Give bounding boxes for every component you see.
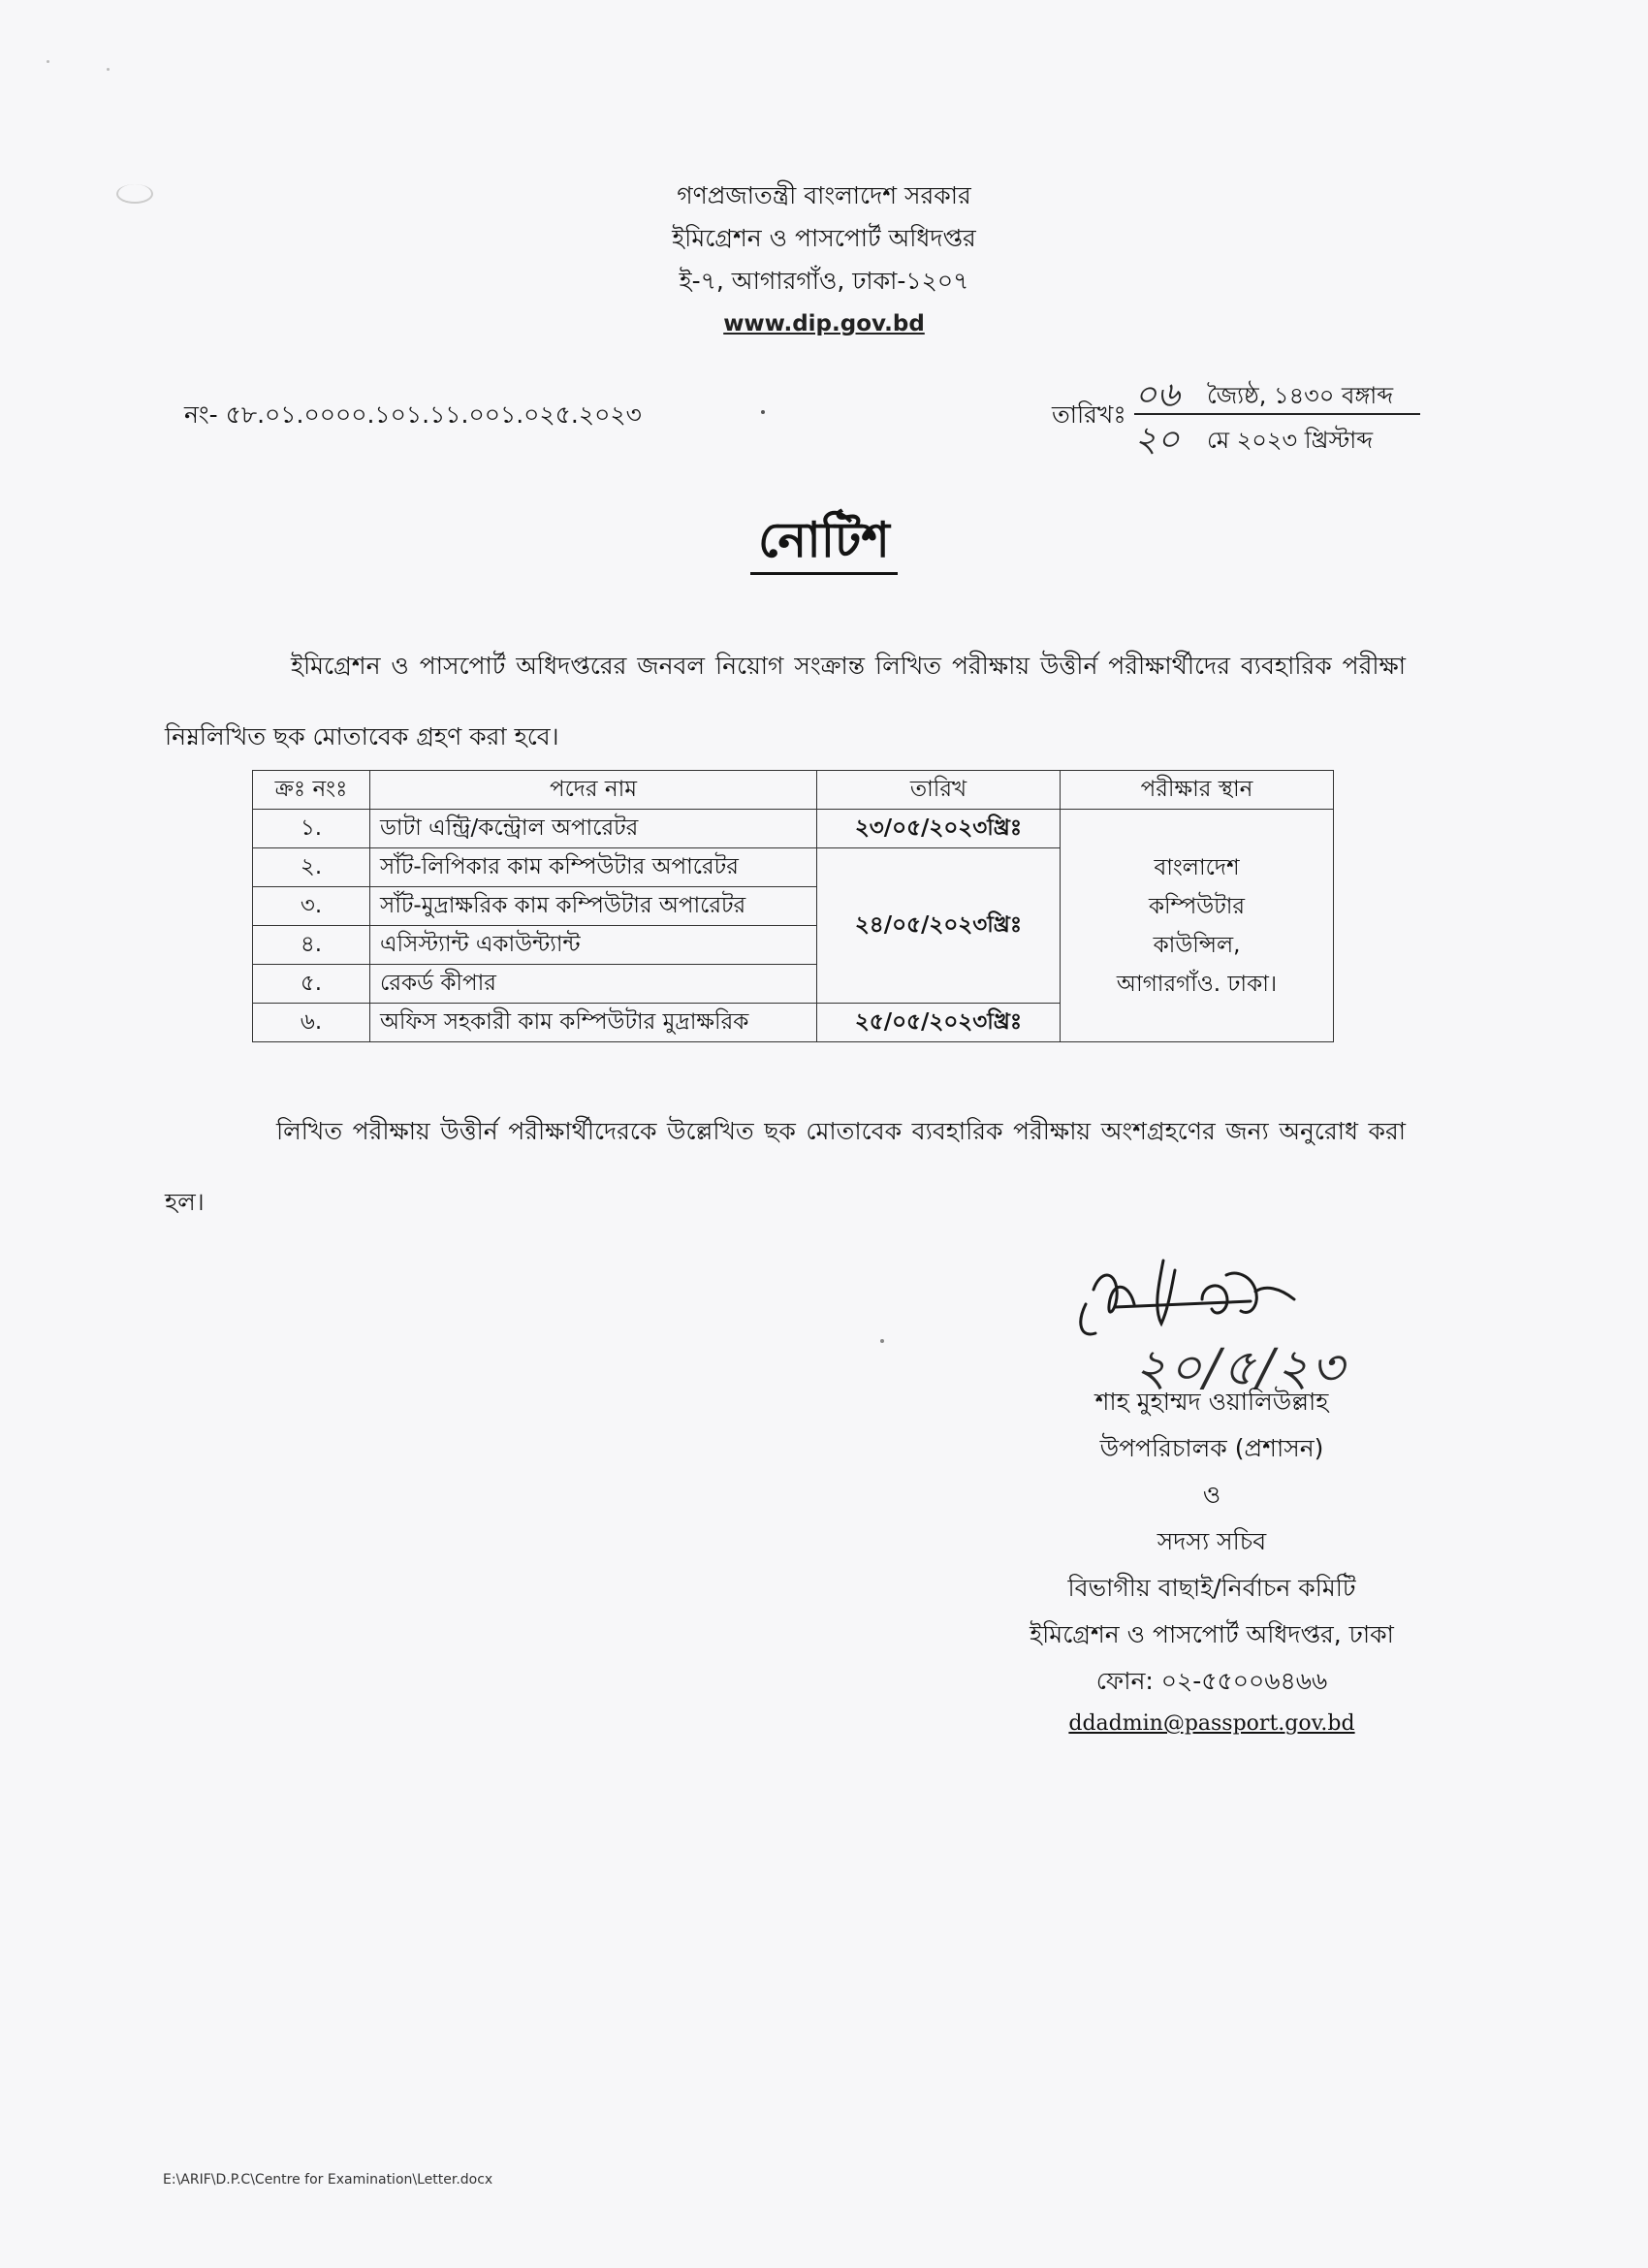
signatory-details [969,1379,1454,1743]
signatory-conjunction: ও [1202,1481,1221,1509]
serial-cell: ৪. [253,926,370,965]
scan-mark [880,1339,884,1343]
signatory-phone: ফোন: ০২-৫৫০০৬৪৬৬ [1095,1667,1328,1695]
scan-mark [107,68,110,71]
notice-title-wrap [0,504,1648,585]
header-post: পদের নাম [370,771,817,810]
signatory-committee: বিভাগীয় বাছাই/নির্বাচন কমিটি [1067,1574,1356,1602]
header-venue: পরীক্ষার স্থান [1061,771,1334,810]
venue-cell: বাংলাদেশ কম্পিউটার কাউন্সিল, আগারগাঁও. ঢাকা। [1061,810,1334,1042]
signatory-role: সদস্য সচিব [1157,1527,1267,1555]
handwritten-sign-date: ২০/৫/২৩ [1134,1339,1347,1397]
table-row [253,810,1334,848]
handwritten-english-day: ২০ [1134,420,1180,460]
post-cell: ডাটা এন্ট্রি/কন্ট্রোল অপারেটর [370,810,817,848]
header-serial: ক্রঃ নংঃ [253,771,370,810]
government-name: গণপ্রজাতন্ত্রী বাংলাদেশ সরকার [677,181,971,209]
table-header-row [253,771,1334,810]
handwritten-bengali-day: ০৬ [1134,375,1180,415]
serial-cell: ৫. [253,965,370,1004]
department-name: ইমিগ্রেশন ও পাসপোর্ট অধিদপ্তর [672,224,976,252]
date-cell: ২৩/০৫/২০২৩খ্রিঃ [817,810,1061,848]
date-cell: ২৫/০৫/২০২৩খ্রিঃ [817,1004,1061,1042]
bengali-date-text: জ্যৈষ্ঠ, ১৪৩০ বঙ্গাব্দ [1207,382,1394,409]
date-cell: ২৪/০৫/২০২৩খ্রিঃ [817,848,1061,1004]
signatory-email-link[interactable]: ddadmin@passport.gov.bd [1068,1711,1355,1736]
serial-cell: ২. [253,848,370,887]
header-date: তারিখ [817,771,1061,810]
serial-cell: ৬. [253,1004,370,1042]
notice-title: নোটিশ [750,512,898,575]
post-cell: সাঁট-মুদ্রাক্ষরিক কাম কম্পিউটার অপারেটর [370,887,817,926]
post-cell: সাঁট-লিপিকার কাম কম্পিউটার অপারেটর [370,848,817,887]
signatory-name: শাহ মুহাম্মদ ওয়ালিউল্লাহ [1094,1388,1329,1416]
date-label: তারিখঃ [1052,400,1126,429]
post-cell: অফিস সহকারী কাম কম্পিউটার মুদ্রাক্ষরিক [370,1004,817,1042]
file-path-footer: E:\ARIF\D.P.C\Centre for Examination\Letter.docx [163,2172,493,2188]
serial-cell: ৩. [253,887,370,926]
closing-paragraph: লিখিত পরীক্ষায় উত্তীর্ন পরীক্ষার্থীদেরকে উল্লেখিত ছক মোতাবেক ব্যবহারিক পরীক্ষায় অংশগ্রহণের জন্য অনুরোধ করা হল। [165,1117,1406,1216]
signatory-designation: উপপরিচালক (প্রশাসন) [1099,1434,1324,1462]
english-date-text: মে ২০২৩ খ্রিস্টাব্দ [1207,427,1374,454]
post-cell: এসিস্ট্যান্ট একাউন্ট্যান্ট [370,926,817,965]
date-block [1052,374,1420,462]
post-cell: রেকর্ড কীপার [370,965,817,1004]
office-address: ই-৭, আগারগাঁও, ঢাকা-১২০৭ [679,267,969,295]
serial-cell: ১. [253,810,370,848]
signatory-office: ইমিগ্রেশন ও পাসপোর্ট অধিদপ্তর, ঢাকা [1030,1620,1394,1648]
letterhead [0,175,1648,345]
scan-mark [761,410,765,414]
bengali-date [1134,374,1420,415]
english-date [1134,417,1420,460]
exam-schedule-table [252,770,1334,1042]
scan-mark [47,60,49,63]
memo-number: নং- ৫৮.০১.০০০০.১০১.১১.০০১.০২৫.২০২৩ [184,400,642,429]
website-link[interactable]: www.dip.gov.bd [723,311,925,336]
intro-paragraph: ইমিগ্রেশন ও পাসপোর্ট অধিদপ্তরের জনবল নিয়োগ সংক্রান্ত লিখিত পরীক্ষায় উত্তীর্ন পরীক্ষার্থীদের ব্যবহারিক পরীক্ষা নিম্নলিখিত ছক মোতাবেক গ্রহণ করা হবে। [165,652,1406,751]
